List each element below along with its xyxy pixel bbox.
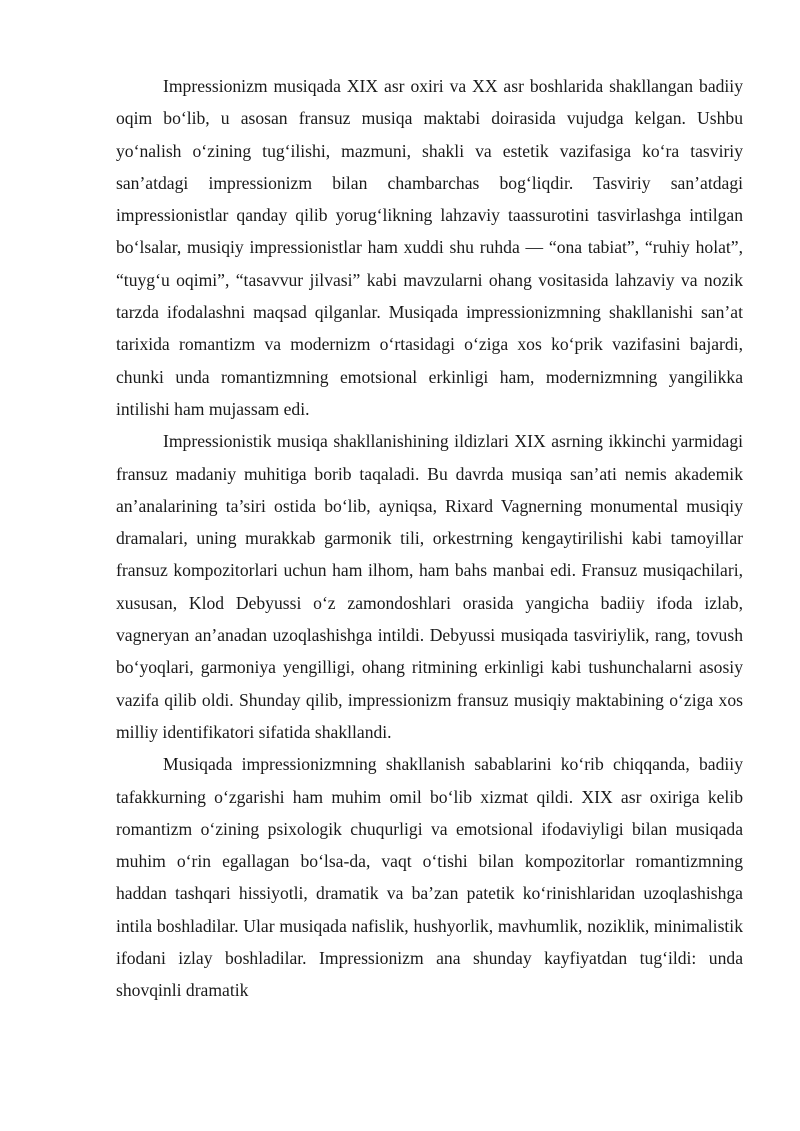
paragraph-1: Impressionizm musiqada XIX asr oxiri va XX asr boshlarida shakllangan badiiy oqim bo‘lib, u asosan fransuz musiqa maktabi doirasida vujudga kelgan. Ushbu yo‘nalish o‘zining tug‘ilishi, mazmuni, shakli va estetik vazifasiga ko‘ra tasviriy san’atdagi impressionizm bilan chambarchas bog‘liqdir. Tasviriy san’atdagi impressionistlar qanday qilib yorug‘likning lahzaviy taassurotini tasvirlashga intilgan bo‘lsalar, musiqiy impressionistlar ham xuddi shu ruhda — “ona tabiat”, “ruhiy holat”, “tuyg‘u oqimi”, “tasavvur jilvasi” kabi mavzularni ohang vositasida lahzaviy va nozik tarzda ifodalashni maqsad qilganlar. Musiqada impressionizmning shakllanishi san’at tarixida romantizm va modernizm o‘rtasidagi o‘ziga xos ko‘prik vazifasini bajardi, chunki unda romantizmning emotsional erkinligi ham, modernizmning yangilikka intilishi ham mujassam edi. (116, 76, 743, 419)
paragraph-2: Impressionistik musiqa shakllanishining ildizlari XIX asrning ikkinchi yarmidagi fransuz madaniy muhitiga borib taqaladi. Bu davrda musiqa san’ati nemis akademik an’analarining ta’siri ostida bo‘lib, ayniqsa, Rixard Vagnerning monumental musiqiy dramalari, uning murakkab garmonik tili, orkestrning kengaytirilishi kabi tamoyillar fransuz kompozitorlari uchun ham ilhom, ham bahs manbai edi. Fransuz musiqachilari, xususan, Klod Debyussi o‘z zamondoshlari orasida yangicha badiiy ifoda izlab, vagneryan an’anadan uzoqlashishga intildi. Debyussi musiqada tasviriylik, rang, tovush bo‘yoqlari, garmoniya yengilligi, ohang ritmining erkinligi kabi tushunchalarni asosiy vazifa qilib oldi. Shunday qilib, impressionizm fransuz musiqiy maktabining o‘ziga xos milliy identifikatori sifatida shakllandi. (116, 431, 743, 742)
paragraph-3: Musiqada impressionizmning shakllanish sabablarini ko‘rib chiqqanda, badiiy tafakkurning o‘zgarishi ham muhim omil bo‘lib xizmat qildi. XIX asr oxiriga kelib romantizm o‘zining psixologik chuqurligi va emotsional ifodaviyligi bilan musiqada muhim o‘rin egallagan bo‘lsa-da, vaqt o‘tishi bilan kompozitorlar romantizmning haddan tashqari hissiyotli, dramatik va ba’zan patetik ko‘rinishlaridan uzoqlashishga intila boshladilar. Ular musiqada nafislik, hushyorlik, mavhumlik, noziklik, minimalistik ifodani izlay boshladilar. Impressionizm ana shunday kayfiyatdan tug‘ildi: unda shovqinli dramatik (116, 754, 743, 1001)
document-body (116, 70, 743, 1007)
